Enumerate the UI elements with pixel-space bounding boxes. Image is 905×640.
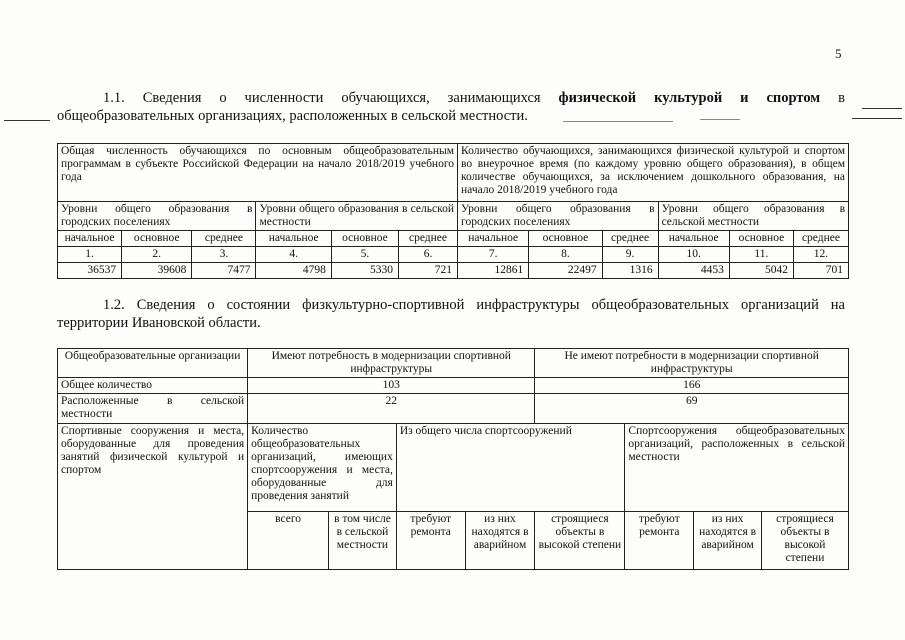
infra-rural-row — [58, 394, 849, 424]
level-cell: среднее — [399, 231, 458, 247]
page-number: 5 — [835, 46, 842, 61]
group-urban-2: Уровни общего образования в городских поселениях — [458, 202, 659, 231]
section1-heading-line2: общеобразовательных организациях, расположенных в сельской местности. — [57, 108, 528, 124]
value-cell: 12861 — [458, 263, 529, 279]
level-cell: основное — [122, 231, 192, 247]
col-number-cell: 11. — [729, 247, 793, 263]
level-cell: среднее — [793, 231, 848, 247]
header-orgs: Общеобразовательные организации — [58, 349, 248, 378]
value-cell: 7477 — [192, 263, 256, 279]
section1-heading-start: 1.1. Сведения о численности обучающихся, занимающихся — [103, 90, 541, 106]
sub-repair-2: требуют ремонта — [625, 512, 694, 570]
level-cell: основное — [729, 231, 793, 247]
row-sports-label: Спортивные сооружения и места, оборудованные для проведения занятий физической культурой и спортом — [58, 424, 248, 570]
dotted-rule — [563, 121, 673, 122]
col-number-cell: 2. — [122, 247, 192, 263]
right-margin-rule — [852, 118, 902, 119]
students-table-header-row — [58, 144, 849, 202]
level-cell: начальное — [256, 231, 331, 247]
sub-rural: в том числе в сельской местности — [329, 512, 397, 570]
header-sport-students: Количество обучающихся, занимающихся физической культурой и спортом во внеурочное время (по каждому уровню общего образования), в общем количестве обучающихся, за исключением дошкольного образования, на начало 2018/2019 учебного года — [458, 144, 849, 202]
value-cell: 721 — [399, 263, 458, 279]
value-cell: 4798 — [256, 263, 331, 279]
col-number-cell: 7. — [458, 247, 529, 263]
level-cell: среднее — [602, 231, 658, 247]
right-margin-rule-2 — [862, 108, 902, 109]
col-of-total-facilities: Из общего числа спортсооружений — [396, 424, 625, 512]
header-no-need-modernization: Не имеют потребности в модернизации спортивной инфраструктуры — [535, 349, 849, 378]
row-total-need: 103 — [248, 378, 535, 394]
row-total-label: Общее количество — [58, 378, 248, 394]
section1-heading-line1 — [103, 90, 845, 107]
group-rural-1: Уровни общего образования в сельской местности — [256, 202, 458, 231]
value-cell: 22497 — [529, 263, 602, 279]
col-number-cell: 6. — [399, 247, 458, 263]
value-cell: 39608 — [122, 263, 192, 279]
col-number-cell: 4. — [256, 247, 331, 263]
infra-header-row — [58, 349, 849, 378]
section1-heading-end: в — [838, 90, 846, 106]
section1-heading-bold: физической культурой и спортом — [558, 90, 821, 106]
row-total-noneed: 166 — [535, 378, 849, 394]
level-cell: основное — [529, 231, 602, 247]
group-urban-1: Уровни общего образования в городских поселениях — [58, 202, 256, 231]
col-number-cell: 9. — [602, 247, 658, 263]
students-table-levels-row — [58, 231, 849, 247]
sub-emergency-1: из них находятся в аварийном — [465, 512, 535, 570]
sub-total: всего — [248, 512, 329, 570]
row-rural-label: Расположенные в сельской местности — [58, 394, 248, 424]
level-cell: начальное — [58, 231, 122, 247]
students-table-colnum-row — [58, 247, 849, 263]
value-cell: 5042 — [729, 263, 793, 279]
dash-rule — [700, 119, 740, 120]
sub-construction-1: строящиеся объекты в высокой степени — [535, 512, 625, 570]
col-number-cell: 3. — [192, 247, 256, 263]
sub-construction-2: строящиеся объекты в высокой степени — [761, 512, 848, 570]
header-need-modernization: Имеют потребность в модернизации спортивной инфраструктуры — [248, 349, 535, 378]
value-cell: 4453 — [658, 263, 729, 279]
col-rural-facilities: Спортсооружения общеобразовательных организаций, расположенных в сельской местности — [625, 424, 849, 512]
row-rural-need: 22 — [248, 394, 535, 424]
infra-sports-row — [58, 424, 849, 512]
col-number-cell: 5. — [331, 247, 398, 263]
row-rural-noneed: 69 — [535, 394, 849, 424]
col-number-cell: 1. — [58, 247, 122, 263]
students-table — [57, 143, 849, 279]
level-cell: основное — [331, 231, 398, 247]
value-cell: 36537 — [58, 263, 122, 279]
left-margin-rule — [4, 120, 50, 121]
value-cell: 1316 — [602, 263, 658, 279]
group-rural-2: Уровни общего образования в сельской местности — [658, 202, 848, 231]
level-cell: среднее — [192, 231, 256, 247]
infrastructure-table — [57, 348, 849, 570]
students-table-group-row — [58, 202, 849, 231]
section2-heading-line1: 1.2. Сведения о состоянии физкультурно-спортивной инфраструктуры общеобразовательных организаций на — [103, 297, 845, 313]
sub-emergency-2: из них находятся в аварийном — [694, 512, 762, 570]
sub-repair-1: требуют ремонта — [396, 512, 465, 570]
value-cell: 5330 — [331, 263, 398, 279]
value-cell: 701 — [793, 263, 848, 279]
infra-total-row — [58, 378, 849, 394]
col-number-cell: 8. — [529, 247, 602, 263]
level-cell: начальное — [458, 231, 529, 247]
header-total-students: Общая численность обучающихся по основным общеобразовательным программам в субъекте Российской Федерации на начало 2018/2019 учебного года — [58, 144, 458, 202]
level-cell: начальное — [658, 231, 729, 247]
section2-heading-line2: территории Ивановской области. — [57, 315, 261, 331]
students-table-values-row — [58, 263, 849, 279]
col-number-cell: 12. — [793, 247, 848, 263]
col-count-orgs: Количество общеобразовательных организаций, имеющих спортсооружения и места, оборудованные для проведения занятий — [248, 424, 397, 512]
col-number-cell: 10. — [658, 247, 729, 263]
